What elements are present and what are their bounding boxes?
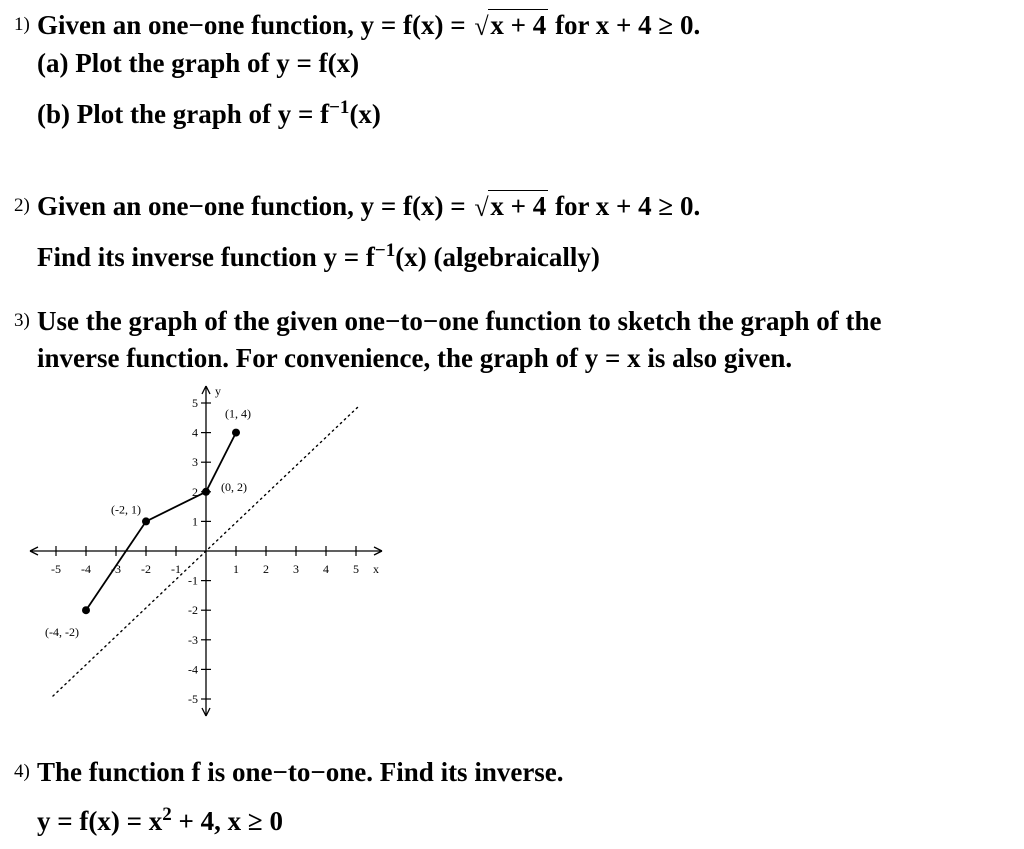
q3-line1: Use the graph of the given one−to−one function to sketch the graph of the	[37, 306, 882, 336]
q2-task-pre: Find its inverse function y =	[37, 242, 360, 272]
point-label: (-4, -2)	[45, 625, 79, 640]
graph-labels	[45, 384, 379, 706]
q2-statement-pre: Given an one−one function, y = f(x) =	[37, 191, 466, 221]
point-label: (-2, 1)	[111, 502, 141, 517]
function-point	[142, 517, 150, 525]
x-tick-label: 3	[293, 562, 299, 576]
q4-line2-post: + 4, x ≥ 0	[171, 806, 283, 836]
q1-part-b-pre: (b) Plot the graph of y = f	[37, 99, 330, 129]
y-tick-label: 5	[192, 396, 198, 410]
q1-statement-post: for x + 4 ≥ 0.	[555, 10, 701, 40]
y-tick-label: 4	[192, 425, 198, 440]
x-tick-label: -5	[51, 562, 61, 576]
y-axis-label: y	[215, 384, 221, 398]
q1-part-a: (a) Plot the graph of y = f(x)	[37, 48, 360, 78]
y-tick-label: 1	[192, 514, 198, 529]
function-point	[202, 488, 210, 496]
q4-line2-pre: y = f(x) = x	[37, 806, 163, 836]
q4-line1: The function f is one−to−one. Find its inverse.	[37, 757, 564, 787]
q4-number: 4)	[14, 761, 30, 782]
x-tick-label: -2	[141, 562, 151, 576]
x-tick-label: 2	[263, 562, 269, 576]
q2-number: 2)	[14, 195, 30, 216]
y-tick-label: -2	[188, 603, 198, 618]
q2-task-post: (x) (algebraically)	[395, 242, 600, 272]
y-tick-label: 2	[192, 484, 198, 499]
q3-number: 3)	[14, 310, 30, 331]
y-tick-label: -3	[188, 632, 198, 647]
x-tick-label: 5	[353, 562, 359, 576]
x-tick-label: 1	[233, 562, 239, 576]
q2-sqrt: √ x + 4	[474, 191, 547, 222]
q1-radicand: x + 4	[490, 10, 547, 40]
x-axis-label: x	[373, 562, 379, 576]
y-tick-label: 3	[192, 455, 198, 470]
q1-sqrt: √ x + 4	[474, 10, 547, 41]
y-tick-label: -5	[188, 692, 198, 706]
q4-line2-sup: 2	[162, 804, 172, 825]
point-label: (1, 4)	[225, 406, 251, 421]
q2-task-f: f	[365, 242, 375, 272]
function-curve	[86, 433, 236, 611]
q1-part-b-post: (x)	[349, 99, 381, 129]
q2-statement-post: for x + 4 ≥ 0.	[555, 191, 701, 221]
function-point	[232, 429, 240, 437]
y-tick-label: -1	[188, 573, 198, 588]
q2-radicand: x + 4	[490, 191, 547, 221]
x-tick-label: -4	[81, 562, 91, 576]
x-tick-label: -1	[171, 562, 181, 576]
q4-line2	[37, 799, 283, 837]
q1-statement-pre: Given an one−one function, y = f(x) =	[37, 10, 466, 40]
x-tick-label: 4	[323, 562, 329, 576]
q2-task-sup: −1	[374, 240, 396, 261]
y-tick-label: -4	[188, 662, 198, 677]
q1-part-b-sup: −1	[329, 97, 350, 118]
q1-number: 1)	[14, 14, 30, 35]
x-tick-label: -3	[111, 562, 121, 576]
function-point	[82, 606, 90, 614]
q3-line2: inverse function. For convenience, the graph of y = x is also given.	[37, 343, 793, 373]
point-label: (0, 2)	[221, 479, 247, 494]
